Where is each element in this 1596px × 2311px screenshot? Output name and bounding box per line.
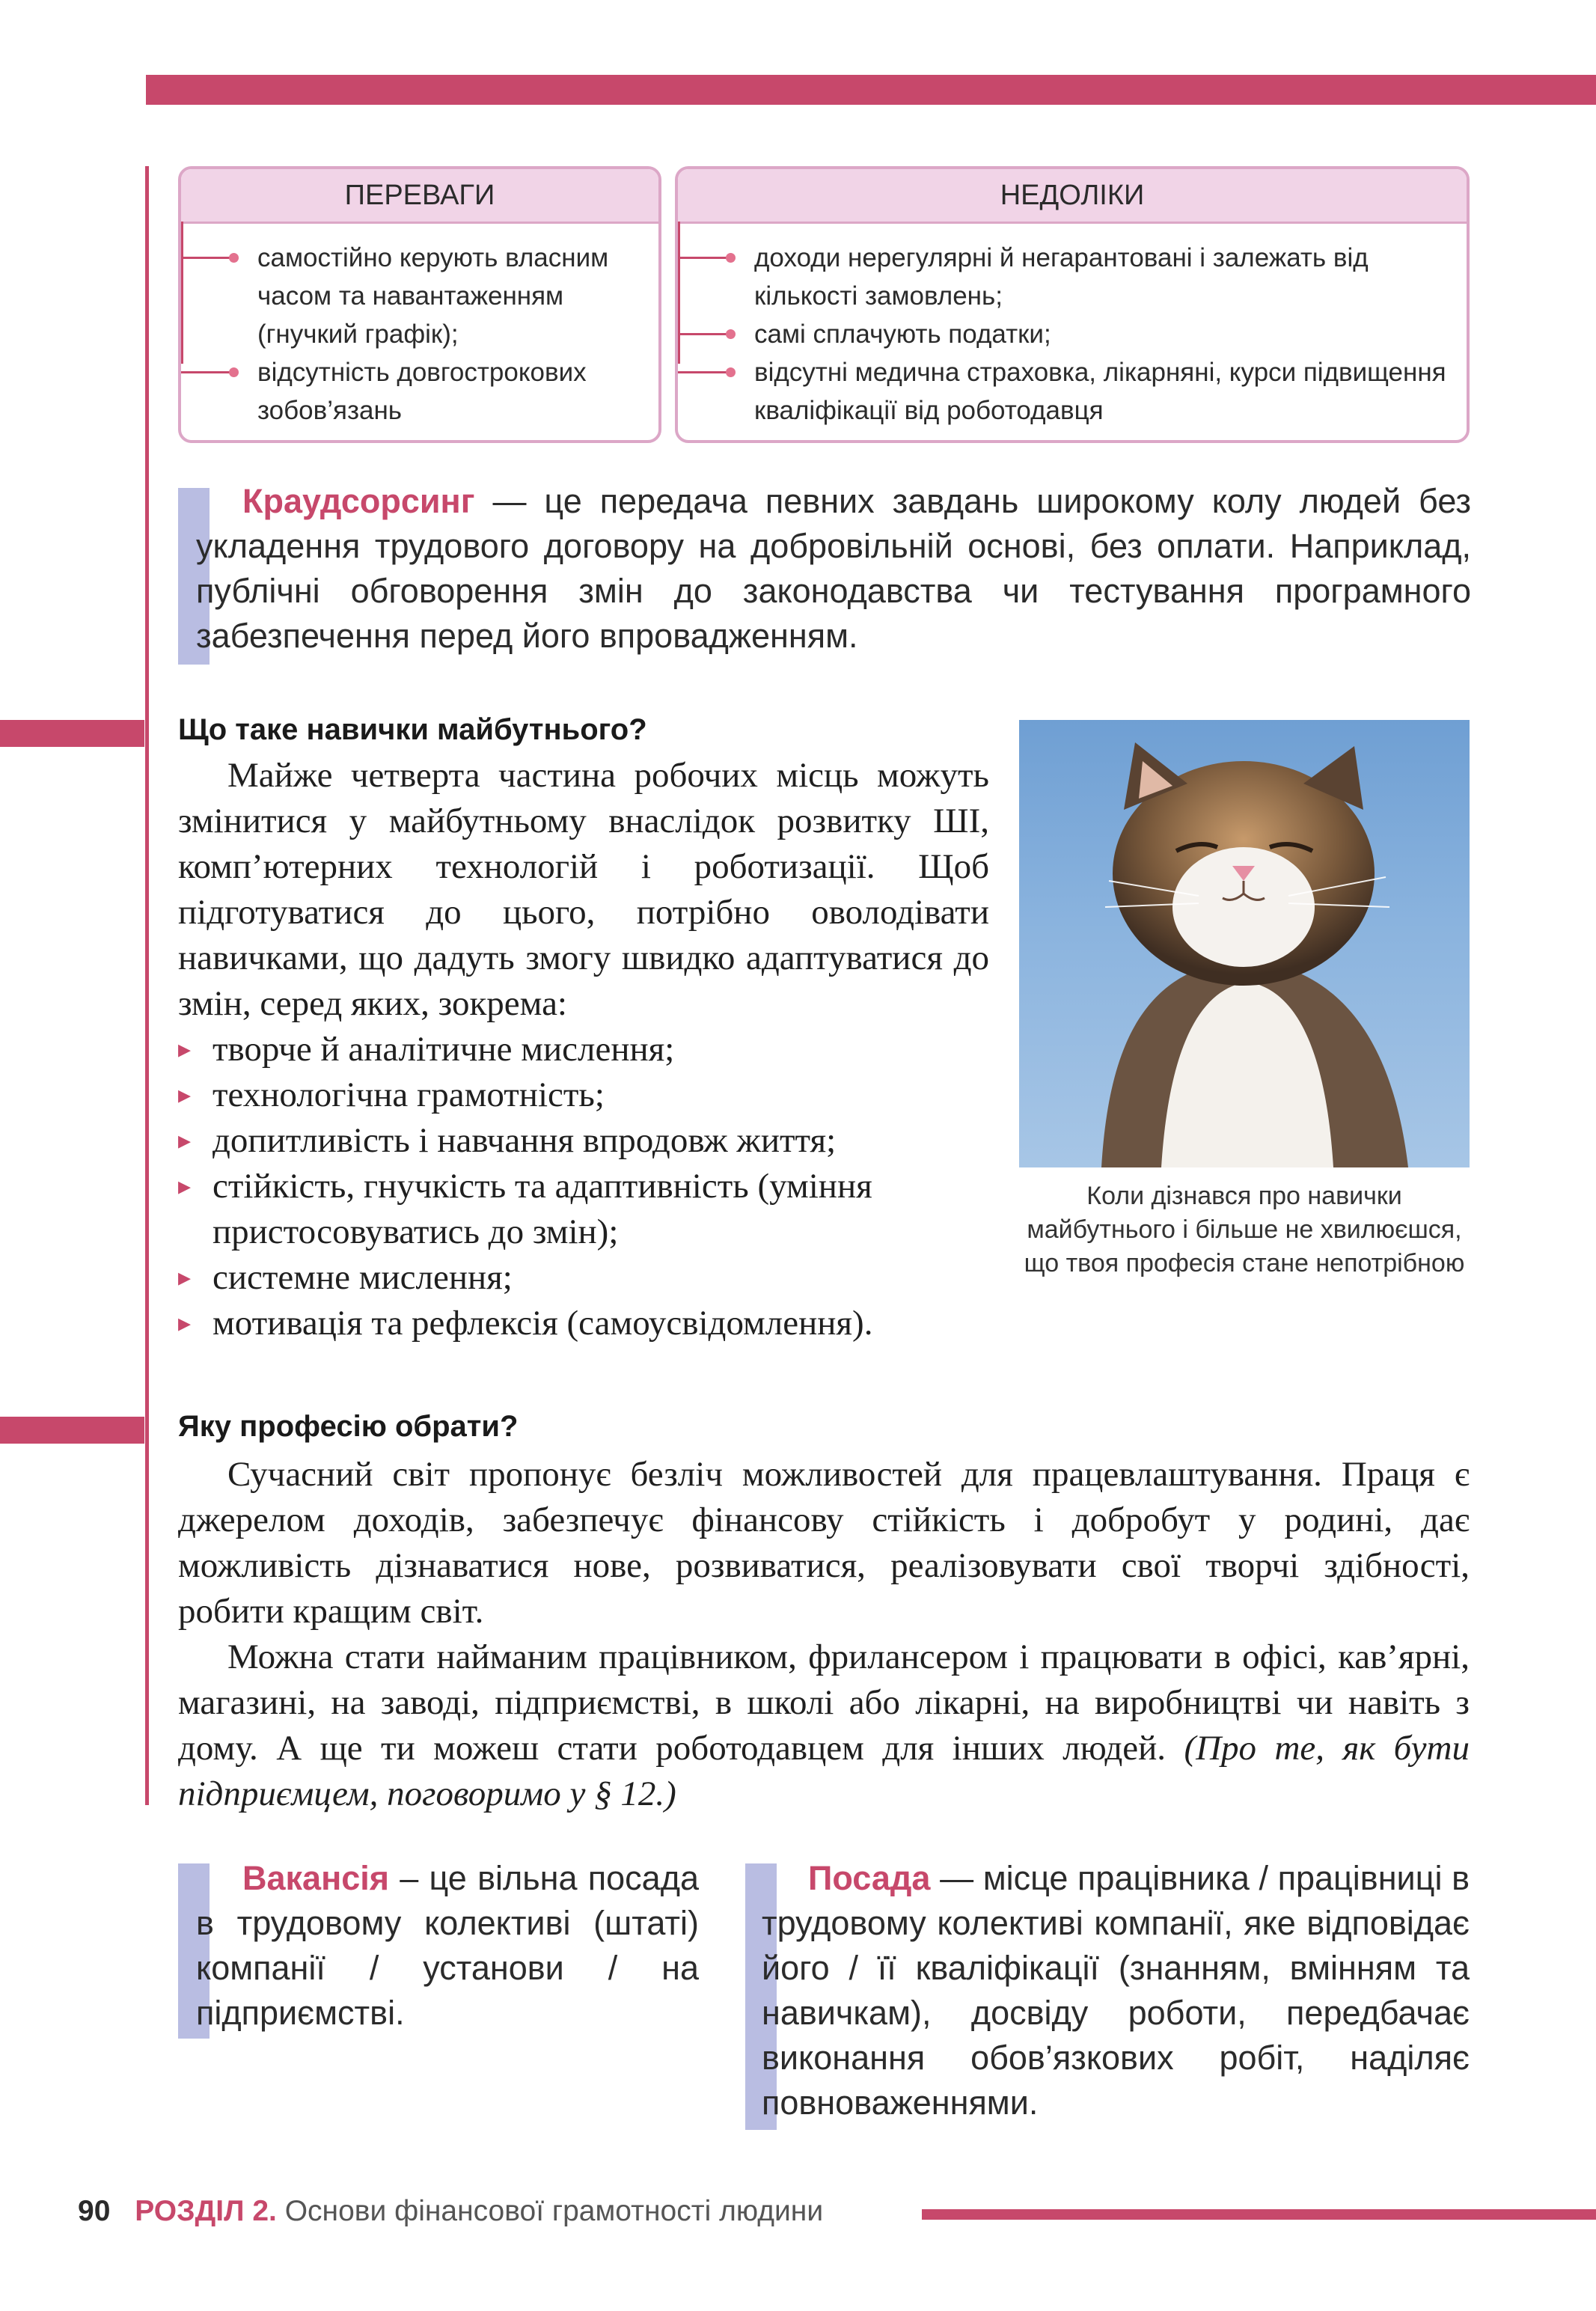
skills-body — [178, 753, 989, 1346]
section-tab-skills — [0, 720, 144, 747]
skills-list-item: ▸ допитливість і навчання впродовж життя; — [178, 1118, 989, 1164]
cat-illustration — [1019, 720, 1470, 1167]
section-label: РОЗДІЛ 2. — [135, 2195, 277, 2227]
cons-item: доходи нерегулярні й негарантовані і залежать від кількості замовлень; — [678, 239, 1467, 315]
position-definition — [762, 1856, 1470, 2125]
cons-item: самі сплачують податки; — [678, 315, 1467, 353]
profession-note: (Про те, як бути підприємцем, поговоримо у § 12.) — [178, 1729, 1470, 1813]
skills-list-item: ▸ стійкість, гнучкість та адаптивність (уміння пристосовуватись до змін); — [178, 1164, 989, 1255]
profession-paragraph-2 — [178, 1634, 1470, 1817]
pros-item: відсутність довгострокових зобов’язань — [181, 353, 658, 430]
profession-body — [178, 1452, 1470, 1817]
profession-paragraph-1: Сучасний світ пропонує безліч можливостей для працевлаштування. Праця є джерелом доходів, забезпечує фінансову стійкість і добробут у родині, дає можливість дізнаватися нове, розвиватися, реалізовувати свої творчі здібності, робити кращим світ. — [178, 1455, 1470, 1631]
pros-title: ПЕРЕВАГИ — [181, 169, 658, 224]
page-footer — [78, 2195, 823, 2228]
skills-list-item: ▸ системне мислення; — [178, 1255, 989, 1301]
cons-list — [678, 224, 1467, 430]
vacancy-text: – це вільна посада в трудовому колективі (штаті) компанії / установи / на підприємстві. — [196, 1859, 699, 2032]
skills-list-item: ▸ мотивація та рефлексія (самоусвідомлення). — [178, 1301, 989, 1346]
cons-item: відсутні медична страховка, лікарняні, курси підвищення кваліфікації від роботодавця — [678, 353, 1467, 430]
left-margin-line — [145, 166, 149, 1805]
skills-list — [178, 1027, 989, 1346]
vacancy-definition — [196, 1856, 699, 2036]
pros-list — [181, 224, 658, 430]
profession-paragraph-2-text: Можна стати найманим працівником, фрилансером і працювати в офісі, кав’ярні, магазині, на заводі, підприємстві, в школі або лікарні, на виробництві чи навіть з дому. А ще ти можеш стати роботодавцем для інших людей. — [178, 1637, 1470, 1768]
cons-box — [675, 166, 1470, 443]
profession-heading: Яку професію обрати? — [178, 1410, 519, 1443]
crowdsourcing-definition — [196, 479, 1471, 659]
skills-intro: Майже четверта частина робочих місць можуть змінитися у майбутньому внаслідок розвитку ШІ, комп’ютерних технологій і роботизації. Щоб підготуватися до цього, потрібно оволодівати навичками, що дадуть змогу швидко адаптуватися до змін, серед яких, зокрема: — [178, 756, 989, 1023]
skills-list-item: ▸ творче й аналітичне мислення; — [178, 1027, 989, 1072]
page-number: 90 — [78, 2195, 111, 2227]
cons-title: НЕДОЛІКИ — [678, 169, 1467, 224]
pros-box — [178, 166, 661, 443]
crowdsourcing-text: — це передача певних завдань широкому колу людей без укладення трудового договору на добровільній основі, без оплати. Наприклад, публічні обговорення змін до законодавства чи тестування програмного забезпечення перед його впровадженням. — [196, 482, 1471, 655]
footer-accent-bar — [922, 2209, 1596, 2220]
section-tab-profession — [0, 1417, 144, 1444]
top-accent-bar — [146, 75, 1596, 105]
cat-photo — [1019, 720, 1470, 1167]
vacancy-term: Вакансія — [242, 1859, 390, 1897]
skills-heading: Що таке навички майбутнього? — [178, 713, 647, 746]
position-term: Посада — [808, 1859, 931, 1897]
skills-list-item: ▸ технологічна грамотність; — [178, 1072, 989, 1118]
section-title: Основи фінансової грамотності людини — [284, 2195, 824, 2227]
pros-item: самостійно керують власним часом та навантаженням (гнучкий графік); — [181, 239, 658, 353]
position-text: — місце працівника / працівниці в трудовому колективі компанії, яке відповідає його / її кваліфікації (знанням, вмінням та навичкам), досвіду роботи, передбачає виконання обов’язкових робіт, наділяє повноваженнями. — [762, 1859, 1470, 2122]
photo-caption: Коли дізнався про навички майбутнього і більше не хвилюєшся, що твоя професія стане непотрібною — [1024, 1182, 1465, 1277]
crowdsourcing-term: Краудсорсинг — [242, 482, 475, 520]
